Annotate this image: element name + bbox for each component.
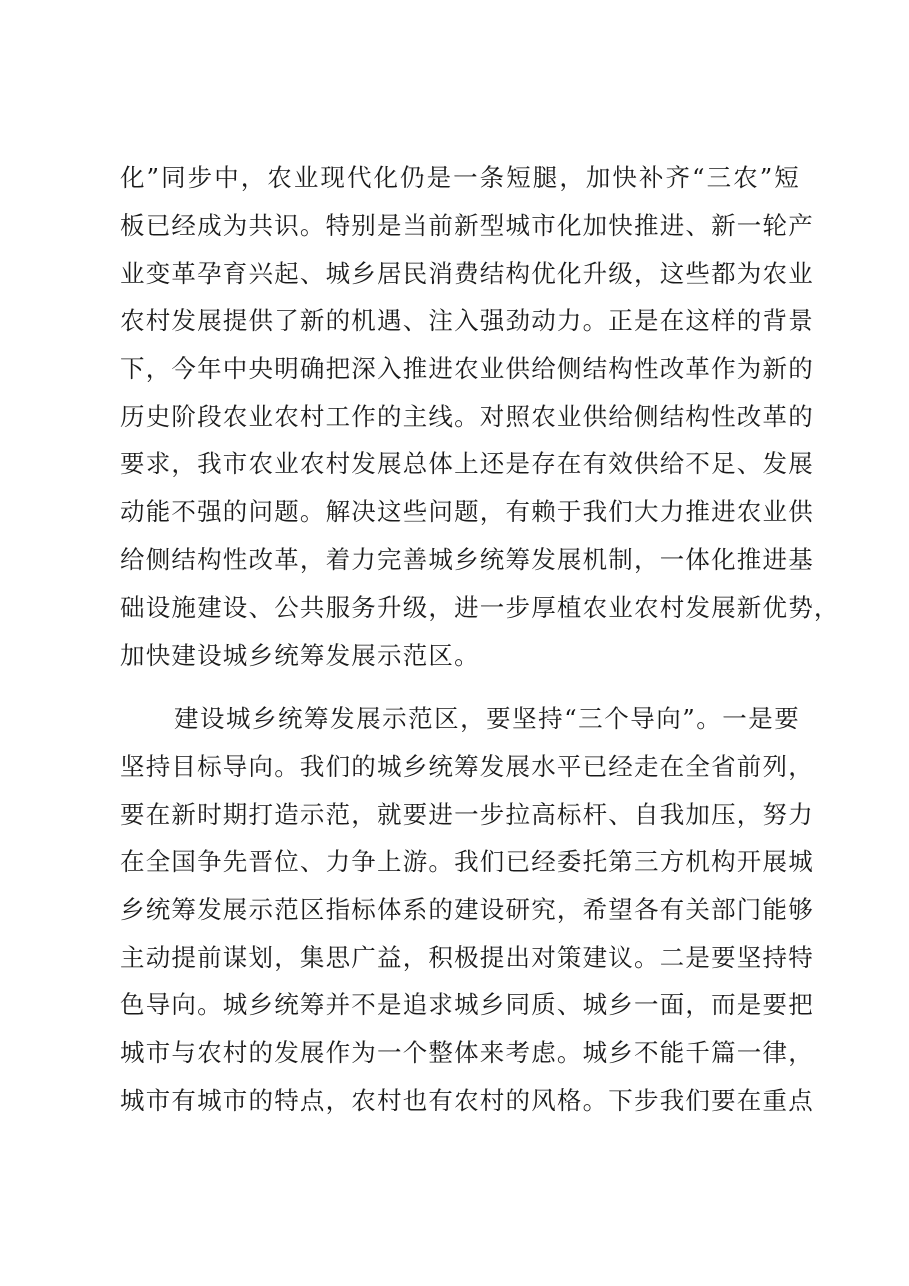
text-line: 农村发展提供了新的机遇、注入强劲动力。正是在这样的背景 <box>120 306 814 335</box>
text-line: 给侧结构性改革，着力完善城乡统筹发展机制，一体化推进基 <box>120 545 814 574</box>
text-line: 坚持目标导向。我们的城乡统筹发展水平已经走在全省前列， <box>120 752 814 781</box>
text-line: 乡统筹发展示范区指标体系的建设研究，希望各有关部门能够 <box>120 895 814 924</box>
text-line: 历史阶段农业农村工作的主线。对照农业供给侧结构性改革的 <box>120 402 814 431</box>
text-line: 主动提前谋划，集思广益，积极提出对策建议。二是要坚持特 <box>120 943 814 972</box>
text-line: 板已经成为共识。特别是当前新型城市化加快推进、新一轮产 <box>120 211 814 240</box>
text-line: 下，今年中央明确把深入推进农业供给侧结构性改革作为新的 <box>120 354 814 383</box>
text-line: 业变革孕育兴起、城乡居民消费结构优化升级，这些都为农业 <box>120 259 814 288</box>
text-line: 化”同步中，农业现代化仍是一条短腿，加快补齐“三农”短 <box>120 163 800 192</box>
text-line: 础设施建设、公共服务升级，进一步厚植农业农村发展新优势， <box>120 593 840 622</box>
text-line: 色导向。城乡统筹并不是追求城乡同质、城乡一面，而是要把 <box>120 990 814 1019</box>
text-line: 加快建设城乡统筹发展示范区。 <box>120 641 480 670</box>
paragraph-first-line: 建设城乡统筹发展示范区，要坚持“三个导向”。一是要 <box>174 704 800 733</box>
text-line: 城市与农村的发展作为一个整体来考虑。城乡不能千篇一律， <box>120 1038 814 1067</box>
text-line: 要在新时期打造示范，就要进一步拉高标杆、自我加压，努力 <box>120 800 814 829</box>
text-line: 要求，我市农业农村发展总体上还是存在有效供给不足、发展 <box>120 449 814 478</box>
text-line: 在全国争先晋位、力争上游。我们已经委托第三方机构开展城 <box>120 847 814 876</box>
text-line: 城市有城市的特点，农村也有农村的风格。下步我们要在重点 <box>120 1086 814 1115</box>
text-line: 动能不强的问题。解决这些问题，有赖于我们大力推进农业供 <box>120 497 814 526</box>
